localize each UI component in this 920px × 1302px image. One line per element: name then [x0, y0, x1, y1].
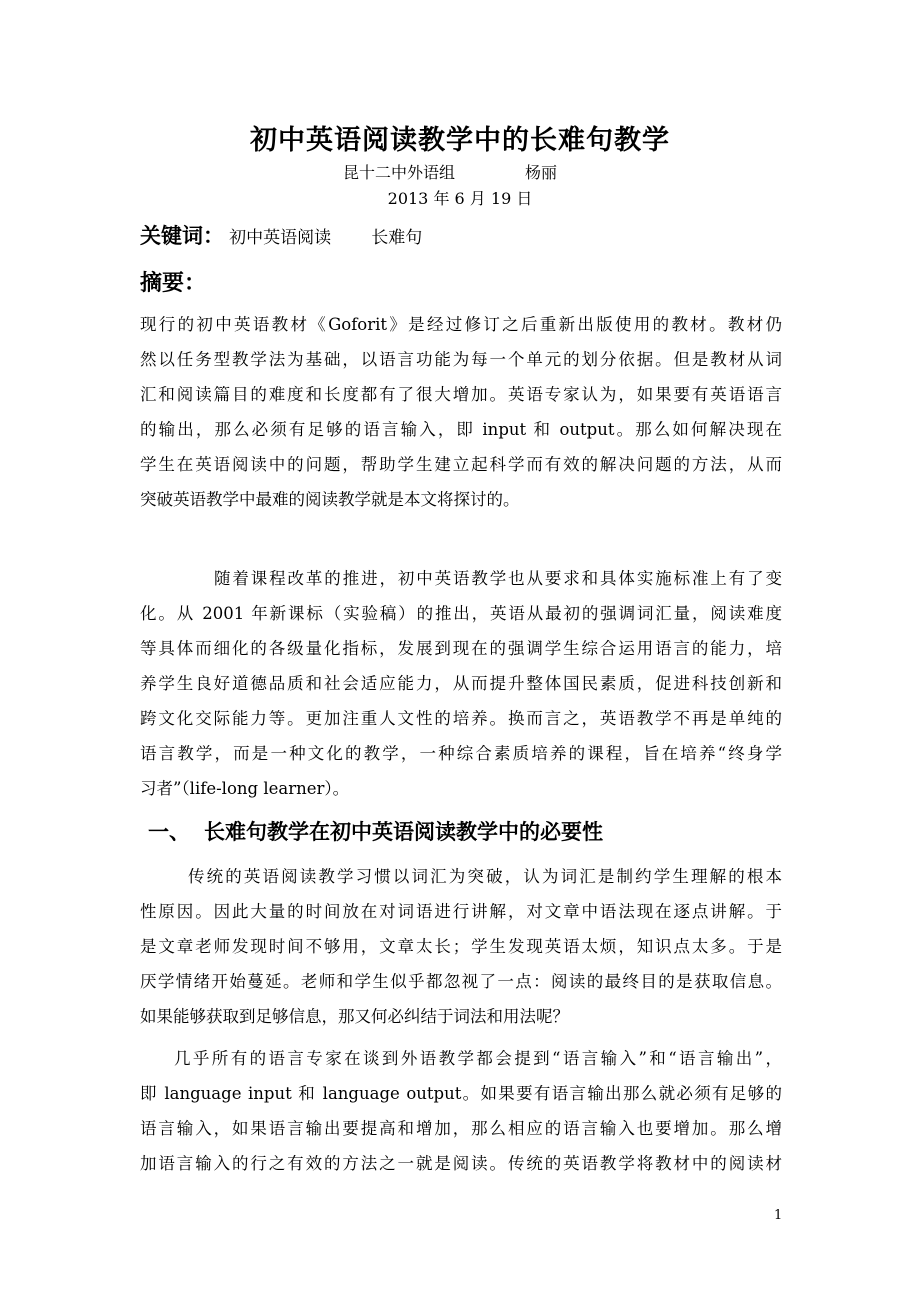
section-number: 一、 [148, 820, 190, 844]
section-title: 长难句教学在初中英语阅读教学中的必要性 [204, 820, 603, 844]
text-line: 如果能够获取到足够信息，那又何必纠结于词法和用法呢？ [140, 1007, 569, 1026]
text-line: 学生在英语阅读中的问题，帮助学生建立起科学而有效的解决问题的方法，从而 [140, 455, 782, 474]
byline [343, 160, 557, 183]
document-title: 初中英语阅读教学中的长难句教学 [250, 125, 670, 156]
text-line: 突破英语教学中最难的阅读教学就是本文将探讨的。 [140, 490, 520, 509]
text-line: 随着课程改革的推进，初中英语教学也从要求和具体实施标准上有了变 [214, 569, 782, 588]
text-line: 跨文化交际能力等。更加注重人文性的培养。换而言之，英语教学不再是单纯的 [140, 709, 782, 728]
keywords-row [140, 220, 422, 250]
section-paragraph [140, 859, 782, 1034]
author-group: 昆十二中外语组 [343, 163, 456, 182]
text-line: 是文章老师发现时间不够用，文章太长；学生发现英语太烦，知识点太多。于是 [140, 937, 782, 956]
document-date: 2013 年 6 月 19 日 [387, 189, 533, 208]
text-line: 语言输入，如果语言输出要提高和增加，那么相应的语言输入也要增加。那么增 [140, 1119, 782, 1138]
abstract-paragraph [140, 307, 782, 517]
keyword-item: 长难句 [371, 228, 423, 248]
text-line: 然以任务型教学法为基础，以语言功能为每一个单元的划分依据。但是教材从词 [140, 350, 782, 369]
text-line: 化。从 2001 年新课标（实验稿）的推出，英语从最初的强调词汇量，阅读难度 [140, 604, 782, 623]
text-line: 厌学情绪开始蔓延。老师和学生似乎都忽视了一点：阅读的最终目的是获取信息。 [140, 972, 782, 991]
text-line: 习者”（life-long learner）。 [140, 779, 350, 798]
keyword-item: 初中英语阅读 [229, 228, 332, 248]
text-line: 的输出，那么必须有足够的语言输入，即 input 和 output。那么如何解决现在 [140, 420, 782, 439]
section-heading [148, 816, 603, 846]
text-line: 等具体而细化的各级量化指标，发展到现在的强调学生综合运用语言的能力，培 [140, 639, 782, 658]
text-line: 汇和阅读篇目的难度和长度都有了很大增加。英语专家认为，如果要有英语语言 [140, 385, 782, 404]
page-number: 1 [774, 1208, 783, 1223]
text-line: 语言教学，而是一种文化的教学，一种综合素质培养的课程，旨在培养“终身学 [140, 744, 782, 763]
author-name: 杨丽 [525, 163, 558, 182]
keywords-label: 关键词： [140, 224, 224, 248]
text-line: 即 language input 和 language output。如果要有语言输出那么就必须有足够的 [140, 1084, 782, 1103]
intro-paragraph [140, 561, 782, 806]
section-paragraph [140, 1041, 782, 1181]
abstract-label: 摘要： [140, 271, 207, 296]
text-line: 性原因。因此大量的时间放在对词语进行讲解，对文章中语法现在逐点讲解。于 [140, 902, 782, 921]
text-line: 传统的英语阅读教学习惯以词汇为突破，认为词汇是制约学生理解的根本 [188, 867, 782, 886]
text-line: 现行的初中英语教材《Goforit》是经过修订之后重新出版使用的教材。教材仍 [140, 315, 782, 334]
text-line: 养学生良好道德品质和社会适应能力，从而提升整体国民素质，促进科技创新和 [140, 674, 782, 693]
text-line: 加语言输入的行之有效的方法之一就是阅读。传统的英语教学将教材中的阅读材 [140, 1154, 782, 1173]
text-line: 几乎所有的语言专家在谈到外语教学都会提到“语言输入”和“语言输出”， [174, 1049, 782, 1068]
